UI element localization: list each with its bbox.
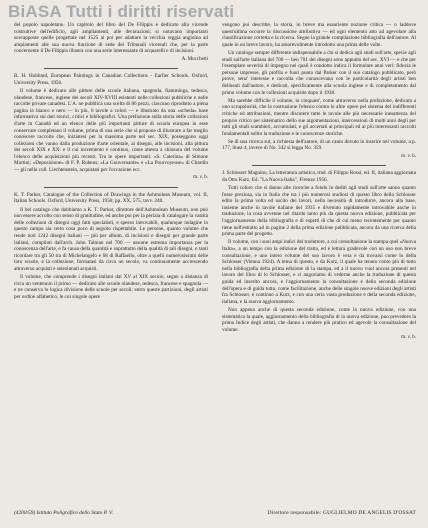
footer-director: Direttore responsabile: GUGLIELMO DE ANGELIS D'OSSAT xyxy=(267,510,416,516)
review-heading-paragraph: vengono poi descritte, la storia, in breve ma esauriente nozione critica — o laddove quest'ultima occorre la discussione attributiva — ed ogni elemento atto ad agevolare alla classificazione corretta e la ricerca. Segue la grande compilazione bibliografia dell'autore. Al quale in un breve lavoro, ha amorevolmente introdotto una prima delle volte. xyxy=(222,22,416,48)
review-heading-paragraph: R. H. Hubbard, European Paintings in Canadian Collections - Earlier Schools. Oxford, University Press, 1956. xyxy=(14,73,208,86)
right-column xyxy=(222,22,416,498)
body-paragraph: Se di una ricerca sul, a richiesta dell'autore, di un canto dovuto in inserire nel volume, a p. 177, linea 4, invece di No. 342 si legga No. 359. xyxy=(222,138,416,152)
review-heading-paragraph: del popolo napoletano. Un capitolo del libro del De Filippis è dedicato alla vicende costruttive dell'edificio, agli ampliamenti, alle decorazioni; si notavano importanti sovrapposte quelle progettate nel 1525 ai poi per adattare la vecchia reggia angioina ad ampiamenti alle sua nuova funzione di sede dei Tribunali vicereali che, per la parte concernente il De Filippis illustra con una serie interessante di acquarelli e di incisioni. xyxy=(14,22,208,55)
section-divider xyxy=(44,187,178,188)
body-paragraph: Il bel catalogo che dobbiamo a K. T. Parker, direttore dell'Ashmolean Museum, non può non essere accolto con senso di gratitudine, ed anche poi per la perizia di catalogare la vastità delle collezioni di disegni oggi fatti specialisti, e spesso introvabili, qualunque indagine in questo campo sia certo cosa poco di seguito rispettabile. Le persone, quanto volume che rende noti 1242 disegni italiani — più per album, di incisioni e disegni per grande parte italiani, compilati dall'arch. John Talman nel 700 — assume estrema importanza per la conoscenza dell'arte, e fa causa della quantità e soprattutto della qualità di tali disegni, e tanti ricordare tra gli 50 tra di Michelangelo e 68 di Raffaello, oltre a quelli numerosissimi delle loro scuole, e la collezione, formatasi da circa un secolo, va continuamente accrescendo attraverso acquisti e selezionati acquisti. xyxy=(14,206,208,272)
left-column xyxy=(14,22,208,498)
review-heading-paragraph: J. Schlosser Magnino, La letteratura artistica, trad. di Filippo Rossi, ed. II, italiana aggiornata da Otto Kurz, Ed. "La Nuova Italia", Firenze 1956. xyxy=(222,170,416,183)
body-paragraph: Il volume, che comprende i disegni italiani dal XV al XIX secolo, segue a distanza di circa un ventennio il primo — dedicato alle scuole olandese, tedesca, francese e spagnola — e ne conserva lo logica divisione delle scuole per secoli; entro queste partizioni, degli artisti per ordine alfabetico, le cui singole opere xyxy=(14,274,208,300)
body-paragraph: Ma sarebbe difficile il volume, in cinquant', come attraverso nella prefazione, dedicata a uno scrupolosità, che la costruzione l'elenco contro le altre opere pel sistema del indifferenti critiche ed attribuzioni, mentre discutere tutte le tavole alle più necessarie inesattezza del proprio critico per sistematico dello sue argomentazioni, intercessioni di molti anni degli per tutti gli studi scambieri, accumulati, e gli accertati ai principali ed ai più interessanti raccolti fondamentali solito la traduzione e le conoscenze storiche. xyxy=(222,97,416,137)
body-paragraph: Un catalogo sempre differente indispensabile a chi si dedica agli studi sull'arte, specie agli studi sull'arte italiana del 700 — ben 701 dei disegni sono appunto del sec. XVI — e che per l'esemplare severità di impegno nei quali è condotto indica il formulare anni veri: fiducia le persone impresse, gli profilo e fuori punto dal Parker con il suo catalogo pubblicato, però prove, senz' interesse e raccolta che conoscevano con le particolarità degli artisti ben delineati dall'autore, e dedicati, specificamente alla scuola inglese e di completamento dal primo volume con le collezioni acquisite dopo il 1938. xyxy=(222,49,416,96)
page-footer xyxy=(14,508,416,518)
body-paragraph: Tutti coloro che si danno alle ricerche a fondo in dediti agli studi sull'arte sanno quanto fosse preziosa, sia in Italia che tra i più numerosi studiosi di questo libro dello Schlosser edito la prima volta ed uscito dei lavori, nella necessità di introdurre, ancora alla base, insieme anche in tavole italiane del 1935 e divenuto rapidamente introvabile anche in traduzione, la cosa avvenne nel ritardo tanto più da questa nuova edizione, pubblicata per l'aggiornamento della bibliografia e di esperti di che di cui meno recentemente per quanto tiene nell'estratto ad in pagine 2 della prima edizione pubblicata, ancora da una ricerca della prima parte del progetto. xyxy=(222,185,416,238)
section-divider xyxy=(44,68,178,69)
body-paragraph: Il volume, con i suoi ampi indici del traduttore, a cui consultazione la stampa quel «Nuova Italia», a un tempo con la edizione del tratta, ed è lettura gradevole con un uso non breve consultazione, e uno intero volume del suo lavoro è vera e da trovarsi come lo della Schlosser (Vienna 1924). A tema di questo, e da Kurz, il quale ha tenuto conto più di tutto nella bibliografia della prima edizione di la stampa, ed a il nuovo vuol ancora presenti nel lavoro del libro di lo Schlosser, e ci auguriamo di vederne anche la traduzione di questa guida ed inserito ancora, e l'aggiornamento la consultazione e della seconda edizione dell'opera e di guida tutto, come facilitazione, anche delle singole nuove edizioni degli artisti fra Schlosser, è continuo a Kurz, e con una certa vasta produzione e della seconda edizione, italiana, e la nuova aggiornamento. xyxy=(222,239,416,305)
body-paragraph: Non appena anche di questa seconda edizione, come la nuova edizione, con una sistematica la quale, aggiornamento della bibliografia di la nuova edizione, puo prevedere la prima Indice degli artisti, che danno a rendere più pratico ed agevole la consultazione del volume. xyxy=(222,306,416,333)
review-heading-paragraph: K. T. Parker, Catalogue of the Collection of Drawings in the Ashmolean Museum, vol. II, Italian Schools. Oxford, University Press, 1956; pp. XX, 575, tavv. 240. xyxy=(14,191,208,205)
review-signature: m. v. b. xyxy=(401,334,416,340)
review-signature: m. v. b. xyxy=(401,153,416,159)
watermark-banner: BiASA Tutti i diritti riservati xyxy=(8,2,235,21)
review-signature: A. Mucchetti xyxy=(181,56,208,62)
review-signature: m. v. b. xyxy=(193,175,208,181)
section-divider xyxy=(252,165,386,166)
footer-printer: (4200/59) Istituto Poligrafico dello Stato P. V. xyxy=(14,510,113,516)
body-paragraph: Il volume è dedicato alle pitture delle scuole italiana, spagnola, fiamminga, tedesca, olandese, francese, inglese dei secoli XIV-XVIII esistenti nelle collezioni pubbliche e nelle raccolte private canadesi. L'A. ne pubblica una scelta di 86 pezzi, ciascuno riprodotto a piena pagina in bianco e nero — in più, 6 tavole a colori — e illustrato da una «scheda» base informativa sui dati storici, critici e bibliografici. Una prefazione sulla storia delle collezioni d'arte in Canadà ed un elenco delle più importanti pitture di scuola europea in esse conservate completano il volume, prima di una serie che si propone di illustrare a far meglio conoscere raccolte che, iniziatesi per la massima parte nel sec. XIX, posseggono oggi collezioni che vanno dalla produzione d'arte orientale, ai disegni, alle incisioni, alla pittura dei secoli XIX e XX: e il cui incremento è continuo, come attesta a chiusura del volume l'elenco delle acquisizioni più recenti. Tra le opere importanti: «S. Caterina» di Simone Martini; «Deposizione» di F. P. Rubens; «La Gouvernante» e «La Pourvoyeuse» di Chardin — gli nella coll. Liechtenstein, acquistati per l'occasione ecc. xyxy=(14,87,208,174)
